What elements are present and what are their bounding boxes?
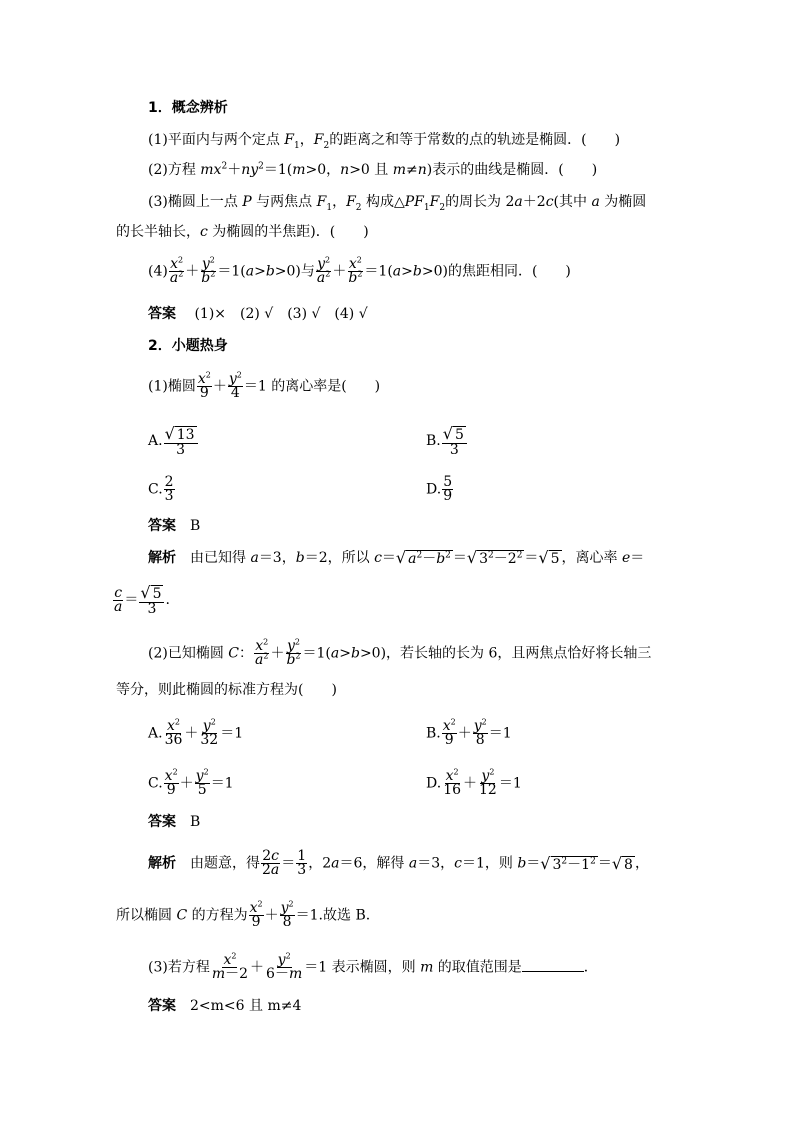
s2-p2-option-b: B. $\frac{x^2}{9}$ ＋ $\frac{y^2}{8}$ ＝1 xyxy=(426,717,512,748)
s2-p1-solution-line2: $\frac{c}{a}$ ＝ √ 5 3 . xyxy=(114,583,170,617)
s2-p2-solution-line1: 解析 由题意，得 $\frac{2c}{2a}$ ＝ $\frac{1}{3}$ ，2a＝6，解得 a＝3，c＝1，则 b＝ √ $3^2-1^2$ ＝ √ 8 ， xyxy=(148,848,649,878)
s1-q4: (4) $\frac{x^2}{a^2}$ ＋ $\frac{y^2}{b^2}$ ＝1(a>b>0)与 $\frac{y^2}{a^2}$ ＋ $\frac{x^2}{b^2}$ ＝1(a>b>0)的焦距相同．( ) xyxy=(148,255,571,286)
s2-p3-stem: (3)若方程 $\frac{x^2}{m-2}$ ＋ $\frac{y^2}{6-m}$ ＝1 表示椭圆，则 m 的取值范围是 ． xyxy=(148,951,598,982)
s2-p1-option-a: A. √ 13 3 xyxy=(148,425,199,457)
s2-p3-answer: 答案 2<m<6 且 m≠4 xyxy=(148,998,302,1014)
s2-p2-solution-line2: 所以椭圆 C 的方程为 $\frac{x^2}{9}$ ＋ $\frac{y^2}{8}$ ＝1.故选 B. xyxy=(116,899,371,930)
answer-blank xyxy=(522,957,584,972)
s2-p2-option-a: A. $\frac{x^2}{36}$ ＋ $\frac{y^2}{32}$ ＝1 xyxy=(148,717,244,748)
s2-p1-option-d: D. $\frac{5}{9}$ xyxy=(426,474,453,504)
s2-p1-solution-line1: 解析 由已知得 a＝3，b＝2，所以 c＝ √ $a^2-b^2$ ＝ √ $3^2-2^2$ ＝ √ 5 ，离心率 e＝ xyxy=(148,548,645,567)
s2-p1-stem: (1)椭圆 $\frac{x^2}{9}$ ＋ $\frac{y^2}{4}$ ＝1 的离心率是( ) xyxy=(148,370,381,401)
s1-answer: 答案 (1)× (2) √ (3) √ (4) √ xyxy=(148,306,368,322)
s2-p1-option-b: B. √ 5 3 xyxy=(426,425,468,457)
s2-p2-stem-line2: 等分，则此椭圆的标准方程为( ) xyxy=(116,682,337,698)
s1-q2: (2)方程 $mx^2+ny^2=1(m>0$，n>0 且 m≠n)表示的曲线是椭圆．( ) xyxy=(148,161,598,178)
s2-p2-stem-line1: (2)已知椭圆 C： $\frac{x^2}{a^2}$ ＋ $\frac{y^2}{b^2}$ ＝1(a>b>0)，若长轴的长为 6，且两焦点恰好将长轴三 xyxy=(148,637,652,668)
s2-p2-option-c: C. $\frac{x^2}{9}$ ＋ $\frac{y^2}{5}$ ＝1 xyxy=(148,767,234,798)
s1-q3-line2: 的长半轴长，c 为椭圆的半焦距)．( ) xyxy=(116,224,369,240)
s1-q3-line1: (3)椭圆上一点 P 与两焦点 $F_1$，$F_2$ 构成$\triangle PF_1F_2$的周长为 2a＋2c(其中 a 为椭圆 xyxy=(148,194,647,213)
s2-p1-answer: 答案 B xyxy=(148,518,201,534)
s1-q1: (1)平面内与两个定点 $F_1$，$F_2$的距离之和等于常数的点的轨迹是椭圆．( ) xyxy=(148,132,621,151)
s2-p2-answer: 答案 B xyxy=(148,814,201,830)
section-1-title: 1．概念辨析 xyxy=(148,100,228,116)
s2-p1-option-c: C. $\frac{2}{3}$ xyxy=(148,474,174,504)
s2-p2-option-d: D. $\frac{x^2}{16}$ ＋ $\frac{y^2}{12}$ ＝1 xyxy=(426,767,522,798)
section-2-title: 2．小题热身 xyxy=(148,338,228,354)
